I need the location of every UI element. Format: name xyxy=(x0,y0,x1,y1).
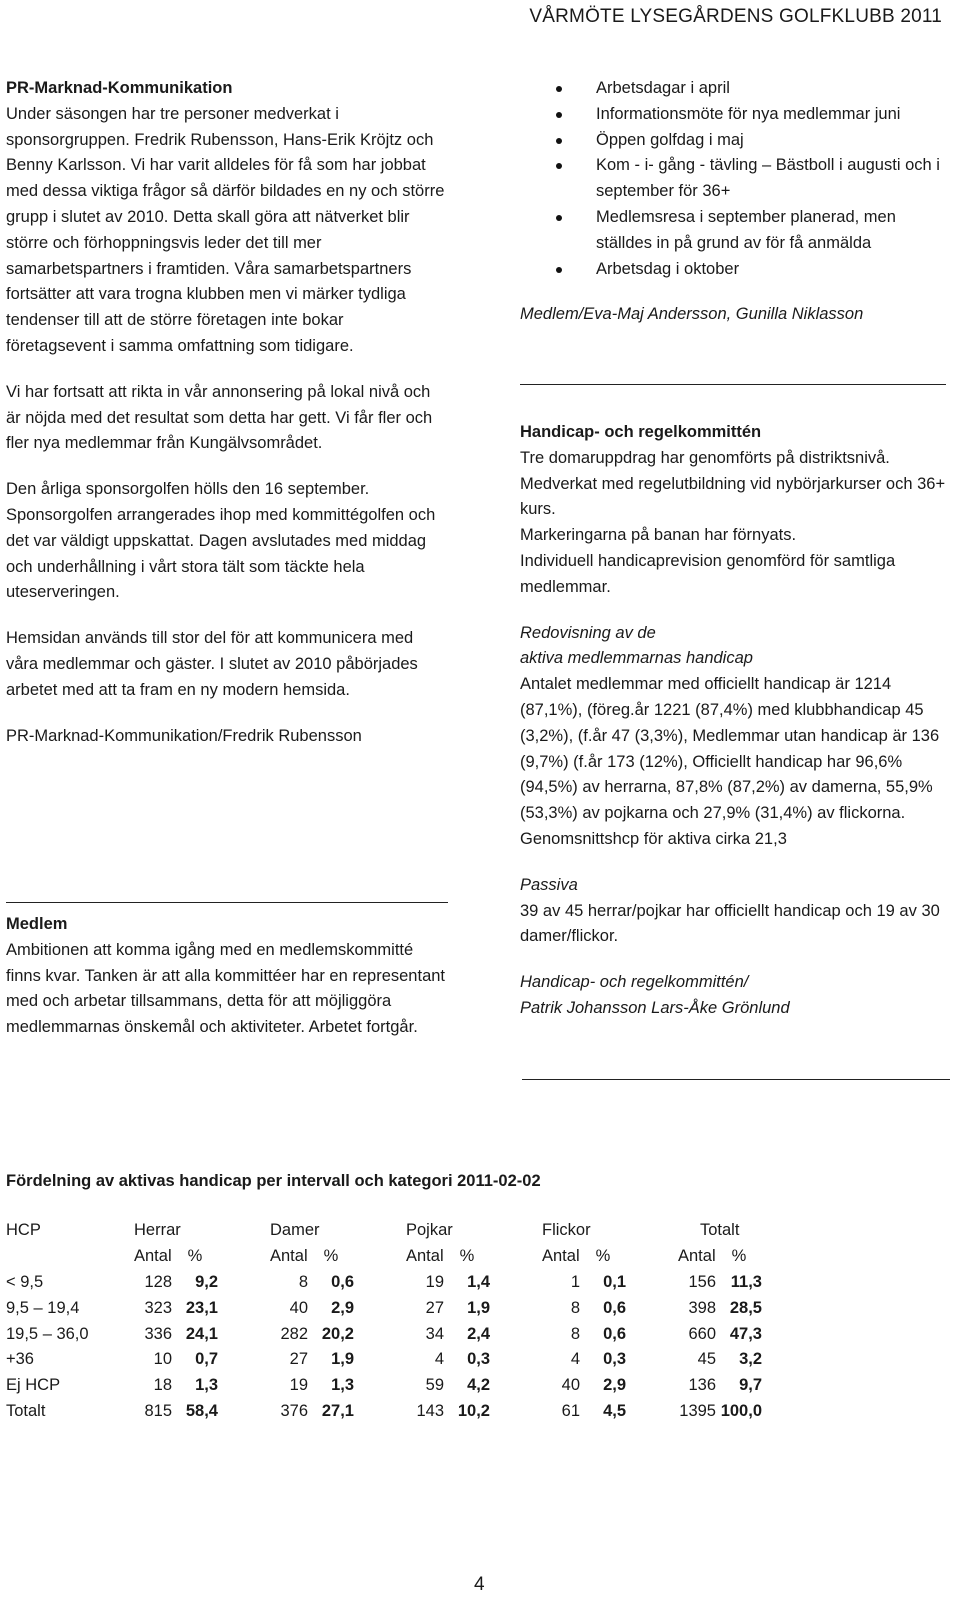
header-group: Flickor xyxy=(542,1221,591,1240)
page-number: 4 xyxy=(474,1574,485,1595)
cell-pct: 3,2 xyxy=(739,1350,762,1369)
pr-paragraph-4: Hemsidan används till stor del för att kommunicera med våra medlemmar och gäster. I slutet av 2010 påbörjades arbetet med att ta fram en ny modern hemsida. xyxy=(6,629,418,699)
cell-pct: 24,1 xyxy=(185,1324,218,1343)
cell-pct: 4,5 xyxy=(603,1401,626,1420)
cell-antal: 10 xyxy=(153,1350,172,1369)
table-row xyxy=(6,1373,762,1399)
activity-list xyxy=(520,76,950,282)
cell-pct: 0,6 xyxy=(331,1272,354,1291)
divider-right-1 xyxy=(520,384,946,385)
sub-pct: % xyxy=(731,1247,747,1266)
cell-antal: 27 xyxy=(289,1350,308,1369)
cell-antal: 8 xyxy=(570,1324,580,1343)
cell-pct: 0,6 xyxy=(603,1324,626,1343)
cell-pct: 4,2 xyxy=(467,1376,490,1395)
left-column xyxy=(6,76,446,749)
cell-pct: 1,9 xyxy=(331,1350,354,1369)
cell-pct: 0,1 xyxy=(603,1272,626,1291)
cell-antal: 815 xyxy=(144,1401,172,1420)
sub-antal: Antal xyxy=(134,1247,172,1266)
row-label: +36 xyxy=(6,1350,34,1369)
cell-antal: 19 xyxy=(425,1272,444,1291)
cell-antal: 8 xyxy=(298,1272,308,1291)
sub-pct: % xyxy=(323,1247,339,1266)
right-column xyxy=(520,76,950,328)
cell-pct: 2,4 xyxy=(467,1324,490,1343)
pr-paragraph-3: Den årliga sponsorgolfen hölls den 16 september. Sponsorgolfen arrangerades ihop med kommittégolfen och det var väldigt uppskattat. Dagen avslutades med middag och underhållning i vårt stora tält som täckte hela uteserveringen. xyxy=(6,480,436,602)
cell-pct: 100,0 xyxy=(720,1401,762,1420)
cell-antal: 376 xyxy=(280,1401,308,1420)
handicap-paragraph-2: Markeringarna på banan har förnyats. xyxy=(520,526,797,545)
row-label: < 9,5 xyxy=(6,1272,44,1291)
bullet-icon xyxy=(556,86,562,92)
cell-pct: 1,9 xyxy=(467,1298,490,1317)
cell-pct: 23,1 xyxy=(185,1298,218,1317)
bullet-icon xyxy=(556,267,562,273)
cell-pct: 20,2 xyxy=(321,1324,354,1343)
list-item: Arbetsdagar i april xyxy=(520,76,950,102)
header-group: Damer xyxy=(270,1221,320,1240)
redovisning-title-2: aktiva medlemmarnas handicap xyxy=(520,649,753,668)
row-label: 19,5 – 36,0 xyxy=(6,1324,89,1343)
cell-pct: 1,4 xyxy=(467,1272,490,1291)
cell-antal: 1 xyxy=(570,1272,580,1291)
redovisning-title-1: Redovisning av de xyxy=(520,623,656,642)
row-label: Totalt xyxy=(6,1401,46,1420)
cell-pct: 0,6 xyxy=(603,1298,626,1317)
cell-pct: 28,5 xyxy=(729,1298,762,1317)
table-title: Fördelning av aktivas handicap per intervall och kategori 2011-02-02 xyxy=(6,1172,541,1190)
cell-antal: 323 xyxy=(144,1298,172,1317)
bullet-icon xyxy=(556,112,562,118)
cell-antal: 128 xyxy=(144,1272,172,1291)
cell-antal: 45 xyxy=(697,1350,716,1369)
sub-antal: Antal xyxy=(406,1247,444,1266)
sub-pct: % xyxy=(187,1247,203,1266)
header-group: Herrar xyxy=(134,1221,181,1240)
table-row xyxy=(6,1270,762,1296)
sub-pct: % xyxy=(459,1247,475,1266)
cell-antal: 40 xyxy=(561,1376,580,1395)
pr-paragraph-2: Vi har fortsatt att rikta in vår annonsering på lokal nivå och är nöjda med det resultat som detta har gett. Vi får fler och fler nya medlemmar från Kungälvsområdet. xyxy=(6,382,433,453)
cell-antal: 1395 xyxy=(679,1401,716,1420)
cell-pct: 47,3 xyxy=(729,1324,762,1343)
table-row xyxy=(6,1399,762,1425)
sub-antal: Antal xyxy=(542,1247,580,1266)
sub-pct: % xyxy=(595,1247,611,1266)
redovisning-paragraph: Antalet medlemmar med officiellt handicap är 1214 (87,1%), (föreg.år 1221 (87,4%) med klubbhandicap 45 (3,2%), (f.år 47 (3,3%), Medlemmar utan handicap är 136 (9,7%) (f.år 173 (12%), Officiellt handicap har 96,6% (94,5%) av herrarna, 87,8% (87,2%) av damerna, 55,9% (53,3%) av pojkarna och 27,9% (31,4%) av flickorna. Genomsnittshcp för aktiva cirka 21,3 xyxy=(520,675,940,848)
medlem-section xyxy=(6,912,446,1041)
header-hcp: HCP xyxy=(6,1221,41,1240)
cell-antal: 19 xyxy=(289,1376,308,1395)
bullet-icon xyxy=(556,215,562,221)
cell-antal: 34 xyxy=(425,1324,444,1343)
cell-antal: 4 xyxy=(434,1350,444,1369)
page-header: VÅRMÖTE LYSEGÅRDENS GOLFKLUBB 2011 xyxy=(529,6,942,27)
cell-antal: 40 xyxy=(289,1298,308,1317)
cell-antal: 336 xyxy=(144,1324,172,1343)
cell-pct: 0,3 xyxy=(467,1350,490,1369)
cell-pct: 10,2 xyxy=(457,1401,490,1420)
medlem-paragraph: Ambitionen att komma igång med en medlemskommitté finns kvar. Tanken är att alla kommittéer har en representant med och arbetar tillsammans, detta för att möjliggöra medlemmarnas önskemål och aktiviteter. Arbetet fortgår. xyxy=(6,940,446,1037)
list-item: Medlemsresa i september planerad, men ställdes in på grund av för få anmälda xyxy=(520,205,950,257)
handicap-table xyxy=(6,1218,762,1424)
list-item: Informationsmöte för nya medlemmar juni xyxy=(520,102,950,128)
cell-antal: 282 xyxy=(280,1324,308,1343)
cell-antal: 4 xyxy=(570,1350,580,1369)
row-label: Ej HCP xyxy=(6,1376,61,1395)
pr-paragraph-1: Under säsongen har tre personer medverkat i sponsorgruppen. Fredrik Rubensson, Hans-Erik Kröjtz och Benny Karlsson. Vi har varit alldeles för få som har jobbat med dessa viktiga frågor så därför bildades en ny och större grupp i slutet av 2010. Detta skall göra att nätverket blir större och förhoppningsvis leder det till mer samarbetspartners i framtiden. Våra samarbetspartners fortsätter att vara trogna klubben men vi märker tydliga tendenser till att de större företagen inte bokar företagsevent i samma omfattning som tidigare. xyxy=(6,104,445,355)
list-item: Kom - i- gång - tävling – Bästboll i augusti och i september för 36+ xyxy=(520,153,950,205)
cell-antal: 18 xyxy=(153,1376,172,1395)
cell-antal: 27 xyxy=(425,1298,444,1317)
medlem-signature: Medlem/Eva-Maj Andersson, Gunilla Niklasson xyxy=(520,305,864,324)
handicap-heading: Handicap- och regelkommittén xyxy=(520,423,762,441)
sub-antal: Antal xyxy=(678,1247,716,1266)
table-row xyxy=(6,1347,762,1373)
cell-antal: 660 xyxy=(688,1324,716,1343)
pr-heading: PR-Marknad-Kommunikation xyxy=(6,79,233,97)
bullet-icon xyxy=(556,163,562,169)
row-label: 9,5 – 19,4 xyxy=(6,1298,80,1317)
cell-pct: 0,3 xyxy=(603,1350,626,1369)
table-row xyxy=(6,1295,762,1321)
cell-antal: 61 xyxy=(561,1401,580,1420)
handicap-signature-2: Patrik Johansson Lars-Åke Grönlund xyxy=(520,998,790,1017)
cell-pct: 9,2 xyxy=(195,1272,218,1291)
cell-antal: 8 xyxy=(570,1298,580,1317)
cell-pct: 11,3 xyxy=(730,1272,762,1291)
handicap-section xyxy=(520,420,950,1022)
table-header-row xyxy=(6,1218,762,1244)
list-item: Öppen golfdag i maj xyxy=(520,128,950,154)
pr-signature: PR-Marknad-Kommunikation/Fredrik Rubensson xyxy=(6,726,362,745)
table-subheader-row xyxy=(6,1244,762,1270)
table-row xyxy=(6,1321,762,1347)
divider-left xyxy=(6,902,448,903)
list-item: Arbetsdag i oktober xyxy=(520,257,950,283)
passiva-title: Passiva xyxy=(520,875,578,894)
handicap-paragraph-3: Individuell handicaprevision genomförd för samtliga medlemmar. xyxy=(520,551,896,596)
divider-right-2 xyxy=(522,1079,950,1080)
cell-antal: 156 xyxy=(688,1272,716,1291)
cell-antal: 143 xyxy=(416,1401,444,1420)
cell-pct: 58,4 xyxy=(185,1401,218,1420)
header-group: Totalt xyxy=(700,1221,740,1240)
sub-antal: Antal xyxy=(270,1247,308,1266)
cell-pct: 2,9 xyxy=(603,1376,626,1395)
handicap-paragraph-1: Tre domaruppdrag har genomförts på distriktsnivå. Medverkat med regelutbildning vid nybörjarkurser och 36+ kurs. xyxy=(520,448,946,519)
medlem-heading: Medlem xyxy=(6,915,68,933)
cell-pct: 27,1 xyxy=(321,1401,354,1420)
header-group: Pojkar xyxy=(406,1221,453,1240)
cell-pct: 2,9 xyxy=(331,1298,354,1317)
cell-pct: 0,7 xyxy=(195,1350,218,1369)
cell-antal: 398 xyxy=(688,1298,716,1317)
passiva-paragraph: 39 av 45 herrar/pojkar har officiellt handicap och 19 av 30 damer/flickor. xyxy=(520,901,940,946)
cell-pct: 1,3 xyxy=(331,1376,354,1395)
cell-antal: 59 xyxy=(425,1376,444,1395)
bullet-icon xyxy=(556,138,562,144)
cell-antal: 136 xyxy=(688,1376,716,1395)
cell-pct: 1,3 xyxy=(195,1376,218,1395)
cell-pct: 9,7 xyxy=(739,1376,762,1395)
handicap-signature-1: Handicap- och regelkommittén/ xyxy=(520,973,749,992)
